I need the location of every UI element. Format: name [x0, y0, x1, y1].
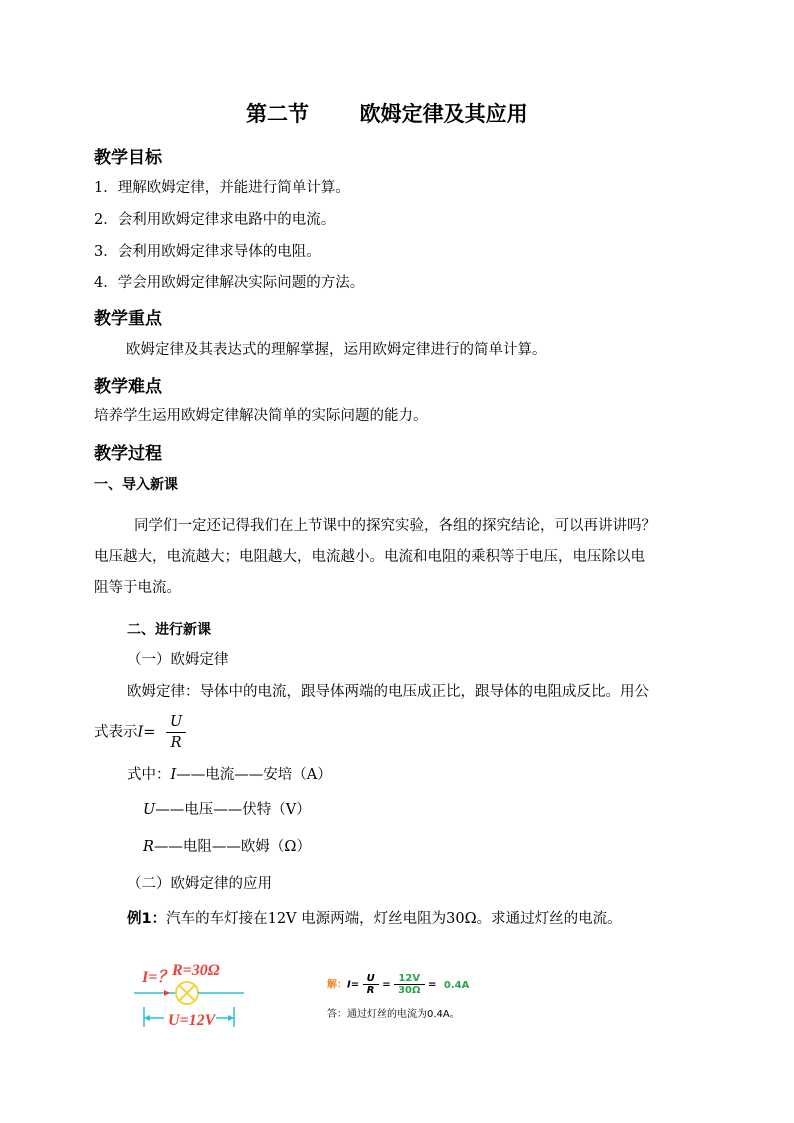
goal-item: 1．理解欧姆定律，并能进行简单计算。 [94, 180, 350, 196]
title-section: 第二节 [246, 102, 309, 126]
title-topic: 欧姆定律及其应用 [359, 102, 528, 126]
circuit-diagram [130, 955, 254, 1033]
solution [327, 973, 469, 996]
example-1 [127, 909, 622, 929]
voltage-label: U=12V [168, 1012, 216, 1029]
solution-answer: 答：通过灯丝的电流为0.4A。 [327, 1009, 460, 1020]
symbol-prefix: 式中： [127, 767, 171, 783]
subsection-application: （二）欧姆定律的应用 [127, 876, 272, 892]
goal-item: 2．会利用欧姆定律求电路中的电流。 [94, 212, 336, 228]
formula-line [94, 712, 186, 753]
solution-lhs: I= [347, 979, 360, 991]
solution-denominator: 30Ω [398, 985, 421, 996]
symbol: I [170, 767, 177, 783]
symbol-line [143, 800, 311, 820]
arrow-left-icon [144, 1015, 150, 1021]
formula-fraction [166, 712, 186, 753]
formula-denominator: R [170, 735, 182, 751]
resistance-label: R=30Ω [172, 962, 220, 979]
intro-line: 同学们一定还记得我们在上节课中的探究实验，各组的探究结论，可以再讲讲吗？ [134, 518, 656, 534]
intro-line: 电压越大，电流越大；电阻越大，电流越小。电流和电阻的乘积等于电压，电压除以电 [94, 549, 645, 565]
solution-numerator: 12V [394, 973, 424, 985]
solution-prefix: 解： [327, 979, 347, 991]
formula-lhs: I= [137, 724, 156, 741]
solution-equals: = [427, 979, 437, 991]
solution-numerator: U [363, 973, 379, 985]
current-label: I=？ [142, 969, 174, 986]
symbol-line [143, 837, 311, 857]
symbol: U [143, 802, 156, 818]
intro-line: 阻等于电流。 [94, 580, 181, 596]
symbol-desc: ——电流——安培（A） [176, 767, 332, 783]
solution-denominator: R [366, 985, 375, 996]
symbol-line [127, 765, 332, 785]
symbol: R [143, 839, 154, 855]
key-points-heading: 教学重点 [94, 309, 162, 329]
formula-prefix: 式表示 [94, 724, 138, 741]
subsection-ohms-law: （一）欧姆定律 [127, 652, 229, 668]
current-arrow-icon [164, 990, 170, 996]
intro-heading: 一、导入新课 [94, 477, 178, 493]
difficulties-heading: 教学难点 [94, 377, 162, 397]
solution-equals: = [382, 979, 391, 991]
solution-result: 0.4A [443, 979, 470, 991]
solution-fraction-1 [363, 973, 379, 996]
example-label: 例1： [127, 911, 167, 927]
goals-heading: 教学目标 [94, 148, 162, 168]
new-lesson-heading: 二、进行新课 [127, 622, 211, 638]
key-points-text: 欧姆定律及其表达式的理解掌握，运用欧姆定律进行的简单计算。 [126, 342, 547, 358]
symbol-desc: ——电压——伏特（V） [155, 802, 311, 818]
law-text: 欧姆定律：导体中的电流，跟导体两端的电压成正比，跟导体的电阻成反比。用公 [127, 684, 649, 700]
process-heading: 教学过程 [94, 444, 162, 464]
symbol-desc: ——电阻——欧姆（Ω） [153, 839, 311, 855]
goal-item: 4．学会用欧姆定律解决实际问题的方法。 [94, 275, 365, 291]
difficulties-text: 培养学生运用欧姆定律解决简单的实际问题的能力。 [94, 408, 428, 424]
goal-item: 3．会利用欧姆定律求导体的电阻。 [94, 244, 321, 260]
formula-numerator: U [166, 712, 186, 733]
example-text: 汽车的车灯接在12V 电源两端，灯丝电阻为30Ω。求通过灯丝的电流。 [166, 911, 622, 927]
solution-fraction-2 [394, 973, 424, 996]
arrow-right-icon [228, 1015, 234, 1021]
page-title [246, 98, 528, 128]
